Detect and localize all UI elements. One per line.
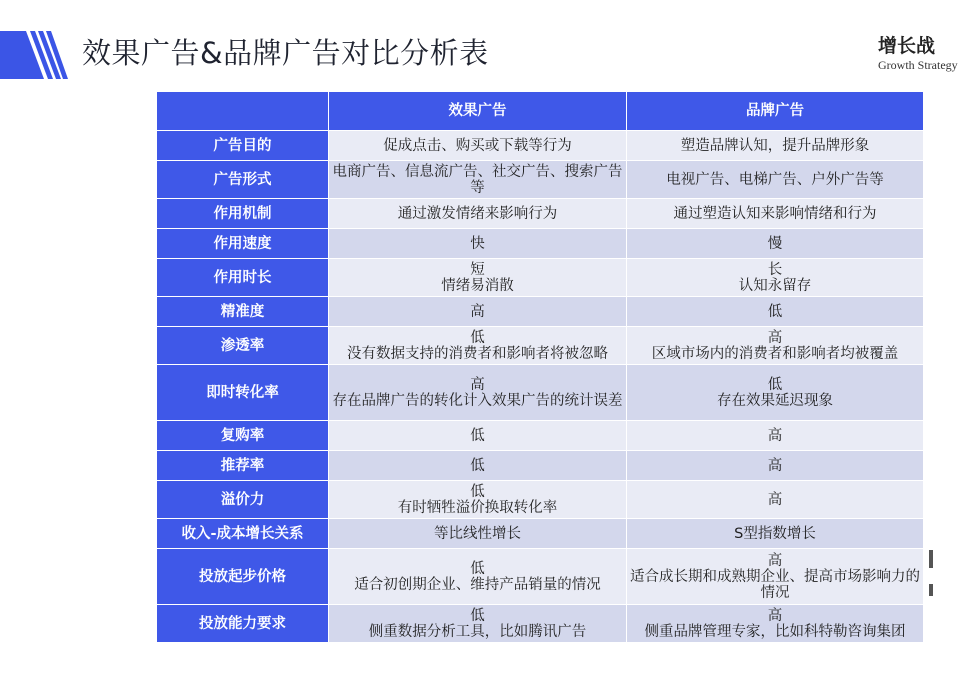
effect-ads-cell — [329, 297, 627, 327]
cell-line: 长 — [767, 261, 783, 278]
effect-ads-cell — [329, 131, 627, 161]
cell-line: 低 — [470, 427, 485, 444]
brand-ads-cell — [627, 297, 924, 327]
slide-title: 效果广告&品牌广告对比分析表 — [82, 36, 489, 70]
cell-line: 低 — [767, 376, 783, 393]
cell-line: 适合成长期和成熟期企业、提高市场影响力的情况 — [630, 568, 920, 601]
cell-line: 存在品牌广告的转化计入效果广告的统计误差 — [332, 392, 623, 409]
title-stripes-decoration — [0, 31, 68, 79]
comparison-table — [156, 91, 924, 643]
brand-ads-cell — [627, 327, 924, 365]
edge-bar — [929, 584, 933, 596]
table-row — [157, 365, 924, 421]
brand-ads-cell — [627, 131, 924, 161]
edge-bar — [929, 550, 933, 568]
row-label: 广告目的 — [157, 131, 329, 161]
brand-ads-cell — [627, 161, 924, 199]
cell-line: 慢 — [767, 235, 783, 252]
cell-line: 低 — [470, 483, 485, 500]
brand-ads-cell — [627, 229, 924, 259]
cell-line: 存在效果延迟现象 — [717, 392, 833, 409]
header-effect-ads: 效果广告 — [329, 92, 627, 131]
effect-ads-cell — [329, 451, 627, 481]
table-row — [157, 327, 924, 365]
effect-ads-cell — [329, 365, 627, 421]
cell-line: 促成点击、购买或下载等行为 — [383, 137, 572, 154]
cell-line: 通过激发情绪来影响行为 — [397, 205, 558, 222]
table-row — [157, 549, 924, 605]
cell-line: 情绪易消散 — [441, 277, 514, 294]
cell-line: 通过塑造认知来影响情绪和行为 — [673, 205, 877, 222]
row-label: 投放起步价格 — [157, 549, 329, 605]
row-label: 推荐率 — [157, 451, 329, 481]
table-header-row — [157, 92, 924, 131]
cell-line: 电商广告、信息流广告、社交广告、搜索广告等 — [332, 163, 623, 196]
cell-line: 侧重数据分析工具，比如腾讯广告 — [368, 623, 587, 640]
cell-line: 快 — [470, 235, 485, 252]
row-label: 收入-成本增长关系 — [157, 519, 329, 549]
brand-ads-cell — [627, 481, 924, 519]
cell-line: 低 — [470, 607, 485, 624]
cell-line: 低 — [470, 457, 485, 474]
table-row — [157, 131, 924, 161]
table-body — [157, 131, 924, 643]
cell-line: 适合初创期企业、维持产品销量的情况 — [354, 576, 601, 593]
brand-ads-cell — [627, 451, 924, 481]
cell-line: 高 — [767, 457, 783, 474]
effect-ads-cell — [329, 199, 627, 229]
row-label: 精准度 — [157, 297, 329, 327]
cell-line: 低 — [470, 560, 485, 577]
row-label: 即时转化率 — [157, 365, 329, 421]
effect-ads-cell — [329, 327, 627, 365]
brand-ads-cell — [627, 259, 924, 297]
cell-line: 低 — [767, 303, 783, 320]
cell-line: 高 — [767, 552, 783, 569]
logo-name: 增长战 — [878, 35, 936, 57]
table-row — [157, 451, 924, 481]
effect-ads-cell — [329, 421, 627, 451]
header-corner — [157, 92, 329, 131]
table-row — [157, 421, 924, 451]
row-label: 溢价力 — [157, 481, 329, 519]
table-row — [157, 161, 924, 199]
effect-ads-cell — [329, 481, 627, 519]
table-row — [157, 199, 924, 229]
row-label: 投放能力要求 — [157, 605, 329, 643]
cell-line: 高 — [767, 491, 783, 508]
cell-line: 等比线性增长 — [434, 525, 521, 542]
cell-line: 电视广告、电梯广告、户外广告等 — [666, 171, 884, 188]
cell-line: 侧重品牌管理专家，比如科特勒咨询集团 — [644, 623, 906, 640]
effect-ads-cell — [329, 229, 627, 259]
table-row — [157, 519, 924, 549]
brand-ads-cell — [627, 421, 924, 451]
cell-line: 高 — [470, 376, 485, 393]
cell-line: 短 — [470, 261, 485, 278]
effect-ads-cell — [329, 605, 627, 643]
cell-line: 低 — [470, 329, 485, 346]
table-row — [157, 297, 924, 327]
cell-line: 区域市场内的消费者和影响者均被覆盖 — [651, 345, 899, 362]
table-row — [157, 229, 924, 259]
brand-ads-cell — [627, 365, 924, 421]
row-label: 作用机制 — [157, 199, 329, 229]
cell-line: 认知永留存 — [738, 277, 812, 294]
cell-line: 塑造品牌认知，提升品牌形象 — [680, 137, 870, 154]
cell-line: 有时牺牲溢价换取转化率 — [397, 499, 558, 516]
brand-ads-cell — [627, 199, 924, 229]
cell-line: 高 — [767, 607, 783, 624]
row-label: 作用速度 — [157, 229, 329, 259]
brand-logo — [878, 34, 958, 72]
brand-ads-cell — [627, 549, 924, 605]
row-label: 复购率 — [157, 421, 329, 451]
effect-ads-cell — [329, 259, 627, 297]
cell-line: S型指数增长 — [734, 525, 816, 542]
table-row — [157, 259, 924, 297]
effect-ads-cell — [329, 519, 627, 549]
row-label: 广告形式 — [157, 161, 329, 199]
cell-line: 高 — [767, 329, 783, 346]
cell-line: 没有数据支持的消费者和影响者将被忽略 — [347, 345, 608, 362]
effect-ads-cell — [329, 549, 627, 605]
table-row — [157, 481, 924, 519]
table-row — [157, 605, 924, 643]
header-brand-ads: 品牌广告 — [627, 92, 924, 131]
cell-line: 高 — [470, 303, 485, 320]
row-label: 作用时长 — [157, 259, 329, 297]
effect-ads-cell — [329, 161, 627, 199]
cell-line: 高 — [767, 427, 783, 444]
row-label: 渗透率 — [157, 327, 329, 365]
brand-ads-cell — [627, 519, 924, 549]
logo-subtitle: Growth Strategy — [878, 58, 958, 72]
brand-ads-cell — [627, 605, 924, 643]
